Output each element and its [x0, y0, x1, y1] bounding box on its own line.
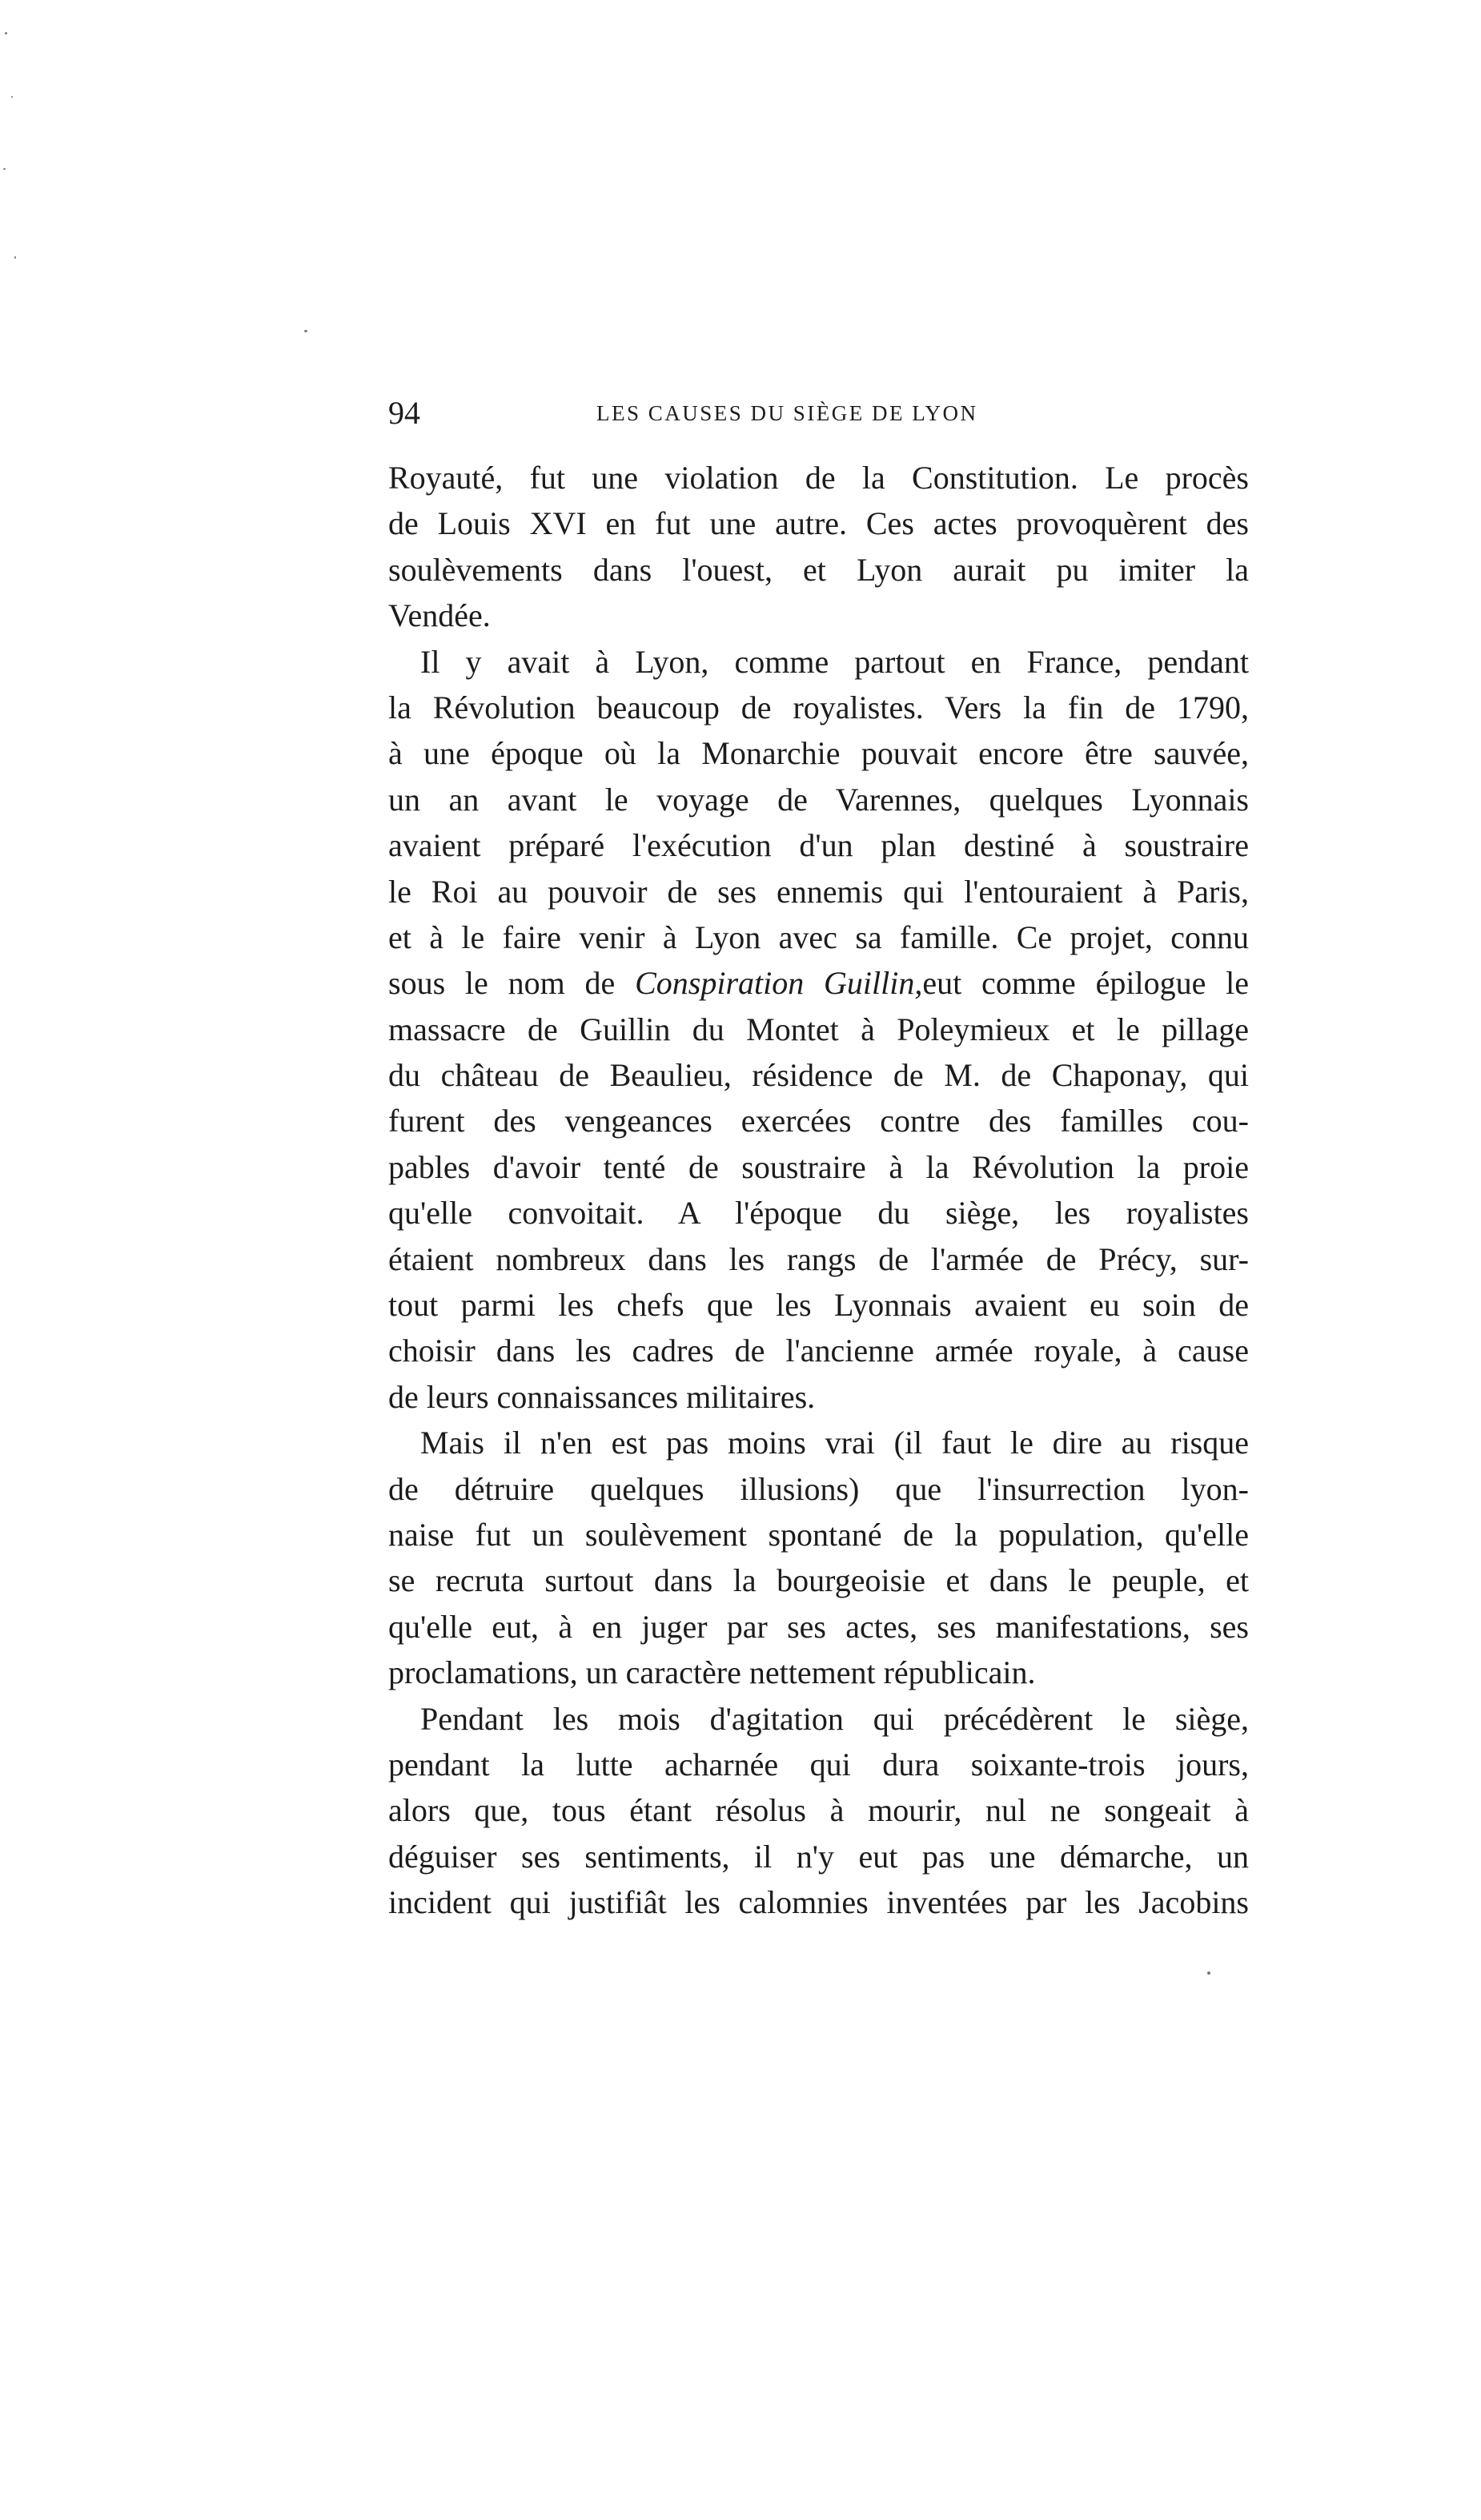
text-line: avaient préparé l'exécution d'un plan destiné à soustraire — [388, 827, 1249, 864]
text-line: Royauté, fut une violation de la Constitution. Le procès — [388, 460, 1249, 496]
text-line: choisir dans les cadres de l'ancienne armée royale, à cause — [388, 1332, 1249, 1369]
scan-speck — [11, 96, 13, 98]
text-line: un an avant le voyage de Varennes, quelques Lyonnais — [388, 781, 1249, 818]
text-line: Pendant les mois d'agitation qui précédèrent le siège, — [420, 1700, 1249, 1737]
italic-title: Conspiration Guillin, — [635, 965, 923, 1002]
body-text — [388, 455, 1249, 1926]
text-line: du château de Beaulieu, résidence de M. de Chaponay, qui — [388, 1057, 1249, 1094]
text-line: furent des vengeances exercées contre des familles cou- — [388, 1103, 1249, 1139]
running-title: LES CAUSES DU SIÈGE DE LYON — [596, 401, 978, 425]
text-line: à une époque où la Monarchie pouvait encore être sauvée, — [388, 735, 1249, 772]
text-line: Mais il n'en est pas moins vrai (il faut le dire au risque — [420, 1425, 1249, 1461]
scan-speck — [5, 32, 7, 34]
text-line: qu'elle eut, à en juger par ses actes, ses manifestations, ses — [388, 1608, 1249, 1645]
page-header — [388, 389, 1045, 437]
scan-speck — [1207, 1971, 1210, 1975]
text-line: incident qui justifiât les calomnies inventées par les Jacobins — [388, 1884, 1249, 1921]
scan-speck — [14, 256, 16, 259]
text-line: qu'elle convoitait. A l'époque du siège, les royalistes — [388, 1195, 1249, 1232]
text-line-with-italic — [388, 960, 1249, 1006]
text-line: étaient nombreux dans les rangs de l'armée de Précy, sur- — [388, 1240, 1249, 1277]
text-line: pendant la lutte acharnée qui dura soixante-trois jours, — [388, 1746, 1249, 1782]
text-line: massacre de Guillin du Montet à Poleymieux et le pillage — [388, 1011, 1249, 1047]
text-line: alors que, tous étant résolus à mourir, nul ne songeait à — [388, 1792, 1249, 1829]
text-line: de détruire quelques illusions) que l'insurrection lyon- — [388, 1470, 1249, 1507]
scan-speck — [304, 330, 307, 332]
text-fragment: sous le nom de — [388, 965, 616, 1002]
text-line: tout parmi les chefs que les Lyonnais avaient eu soin de — [388, 1287, 1249, 1324]
text-line: la Révolution beaucoup de royalistes. Vers la fin de 1790, — [388, 689, 1249, 725]
page-number: 94 — [388, 395, 420, 431]
text-line: soulèvements dans l'ouest, et Lyon aurait pu imiter la — [388, 551, 1249, 588]
text-line: pables d'avoir tenté de soustraire à la Révolution la proie — [388, 1148, 1249, 1185]
text-line: et à le faire venir à Lyon avec sa famille. Ce projet, connu — [388, 918, 1249, 955]
text-line: Il y avait à Lyon, comme partout en France, pendant — [420, 643, 1249, 680]
text-line: le Roi au pouvoir de ses ennemis qui l'entouraient à Paris, — [388, 873, 1249, 910]
text-line: de Louis XVI en fut une autre. Ces actes provoquèrent des — [388, 505, 1249, 542]
text-line: proclamations, un caractère nettement républicain. — [388, 1654, 1036, 1691]
text-line: se recruta surtout dans la bourgeoisie et dans le peuple, et — [388, 1562, 1249, 1599]
text-line: de leurs connaissances militaires. — [388, 1378, 816, 1415]
text-fragment: eut comme épilogue le — [922, 965, 1250, 1002]
scan-speck — [3, 168, 6, 170]
text-line: Vendée. — [388, 597, 491, 634]
text-line: déguiser ses sentiments, il n'y eut pas une démarche, un — [388, 1838, 1249, 1875]
text-line: naise fut un soulèvement spontané de la population, qu'elle — [388, 1516, 1249, 1553]
